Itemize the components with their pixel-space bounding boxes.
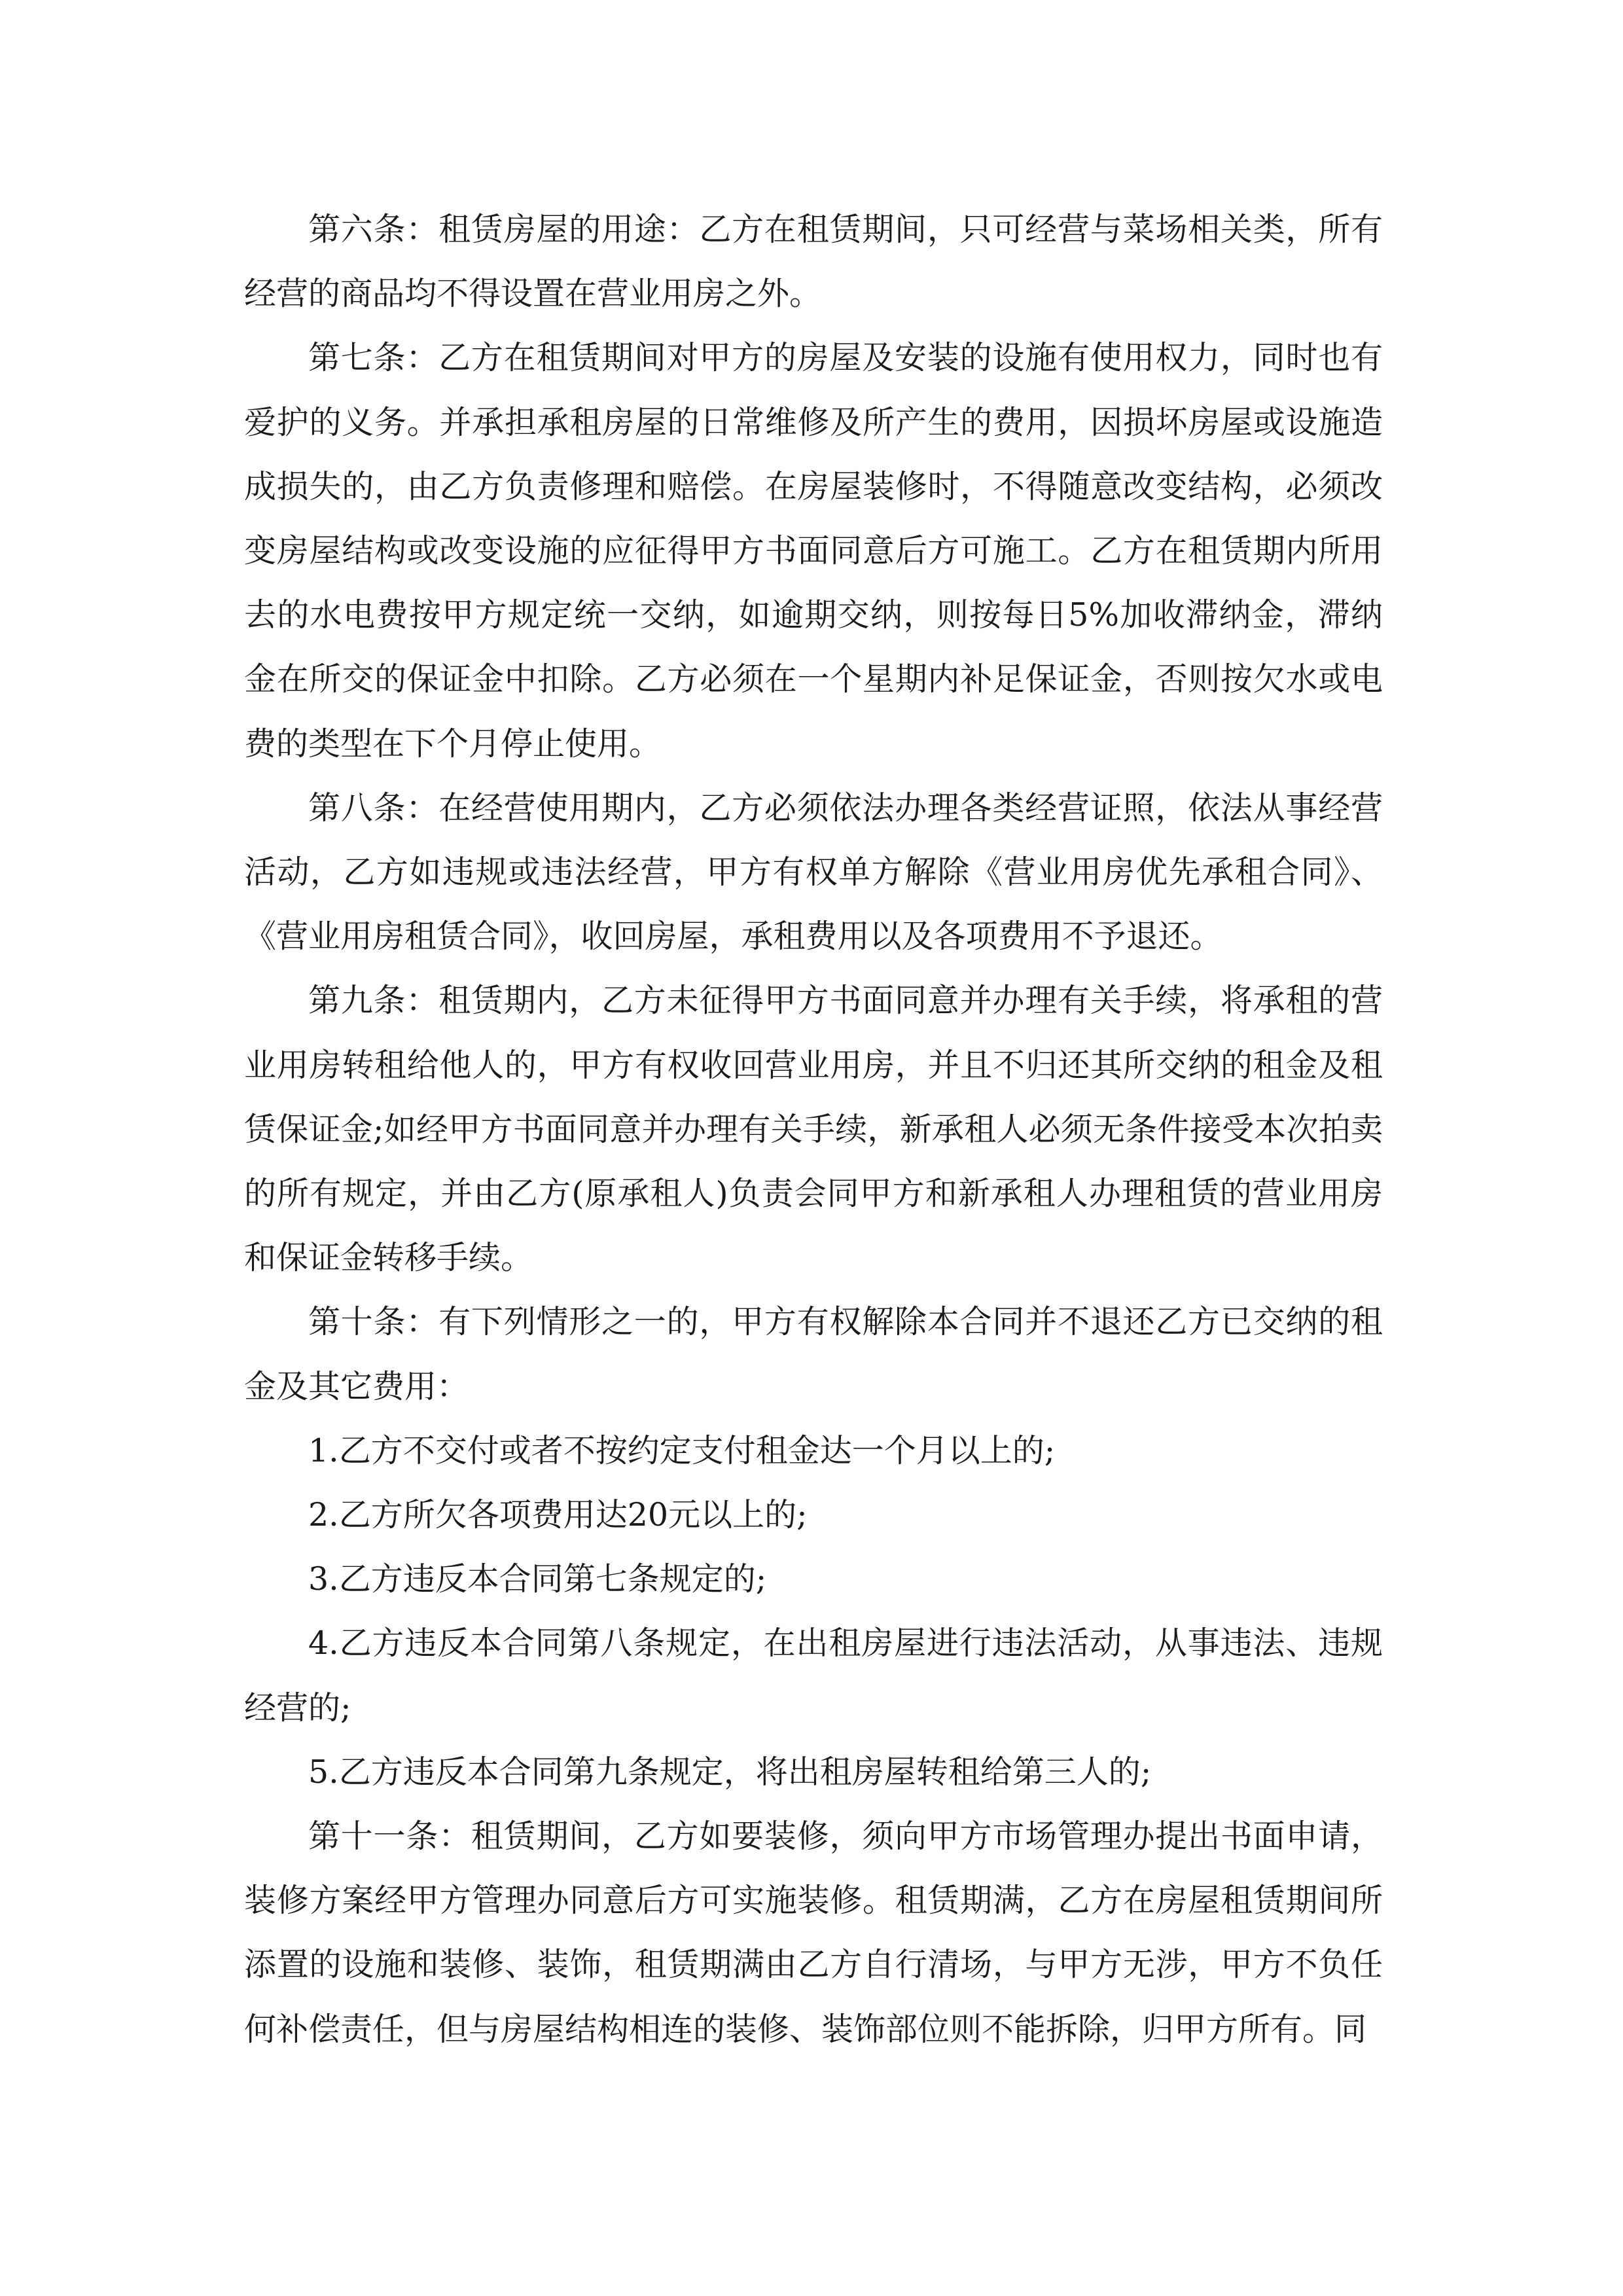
clause-10-item-2: 2.乙方所欠各项费用达20元以上的; (308, 1496, 808, 1534)
clause-10-item-4: 4.乙方违反本合同第八条规定，在出租房屋进行违法活动，从事违法、违规经营的; (244, 1624, 1383, 1727)
contract-body (244, 198, 1383, 2062)
clause-9: 第九条：租赁期内，乙方未征得甲方书面同意并办理有关手续，将承租的营业用房转租给他人的，甲方有权收回营业用房，并且不归还其所交纳的租金及租赁保证金;如经甲方书面同意并办理有关手续，新承租人必须无条件接受本次拍卖的所有规定，并由乙方(原承租人)负责会同甲方和新承租人办理租赁的营业用房和保证金转移手续。 (244, 982, 1383, 1277)
clause-11: 第十一条：租赁期间，乙方如要装修，须向甲方市场管理办提出书面申请，装修方案经甲方管理办同意后方可实施装修。租赁期满，乙方在房屋租赁期间所添置的设施和装修、装饰，租赁期满由乙方自行清场，与甲方无涉，甲方不负任何补偿责任，但与房屋结构相连的装修、装饰部位则不能拆除，归甲方所有。同 (244, 1818, 1383, 2048)
clause-10-item-1: 1.乙方不交付或者不按约定支付租金达一个月以上的; (308, 1431, 1056, 1469)
clause-10: 第十条：有下列情形之一的，甲方有权解除本合同并不退还乙方已交纳的租金及其它费用： (244, 1303, 1383, 1405)
clause-8: 第八条：在经营使用期内，乙方必须依法办理各类经营证照，依法从事经营活动，乙方如违规或违法经营，甲方有权单方解除《营业用房优先承租合同》、《营业用房租赁合同》，收回房屋，承租费用以及各项费用不予退还。 (244, 789, 1383, 956)
clause-10-item-5: 5.乙方违反本合同第九条规定，将出租房屋转租给第三人的; (308, 1753, 1152, 1791)
clause-6: 第六条：租赁房屋的用途：乙方在租赁期间，只可经营与菜场相关类，所有经营的商品均不得设置在营业用房之外。 (244, 211, 1383, 313)
clause-7: 第七条：乙方在租赁期间对甲方的房屋及安装的设施有使用权力，同时也有爱护的义务。并承担承租房屋的日常维修及所产生的费用，因损坏房屋或设施造成损失的，由乙方负责修理和赔偿。在房屋装修时，不得随意改变结构，必须改变房屋结构或改变设施的应征得甲方书面同意后方可施工。乙方在租赁期内所用去的水电费按甲方规定统一交纳，如逾期交纳，则按每日5%加收滞纳金，滞纳金在所交的保证金中扣除。乙方必须在一个星期内补足保证金，否则按欠水或电费的类型在下个月停止使用。 (244, 339, 1383, 762)
clause-10-item-3: 3.乙方违反本合同第七条规定的; (308, 1560, 767, 1598)
